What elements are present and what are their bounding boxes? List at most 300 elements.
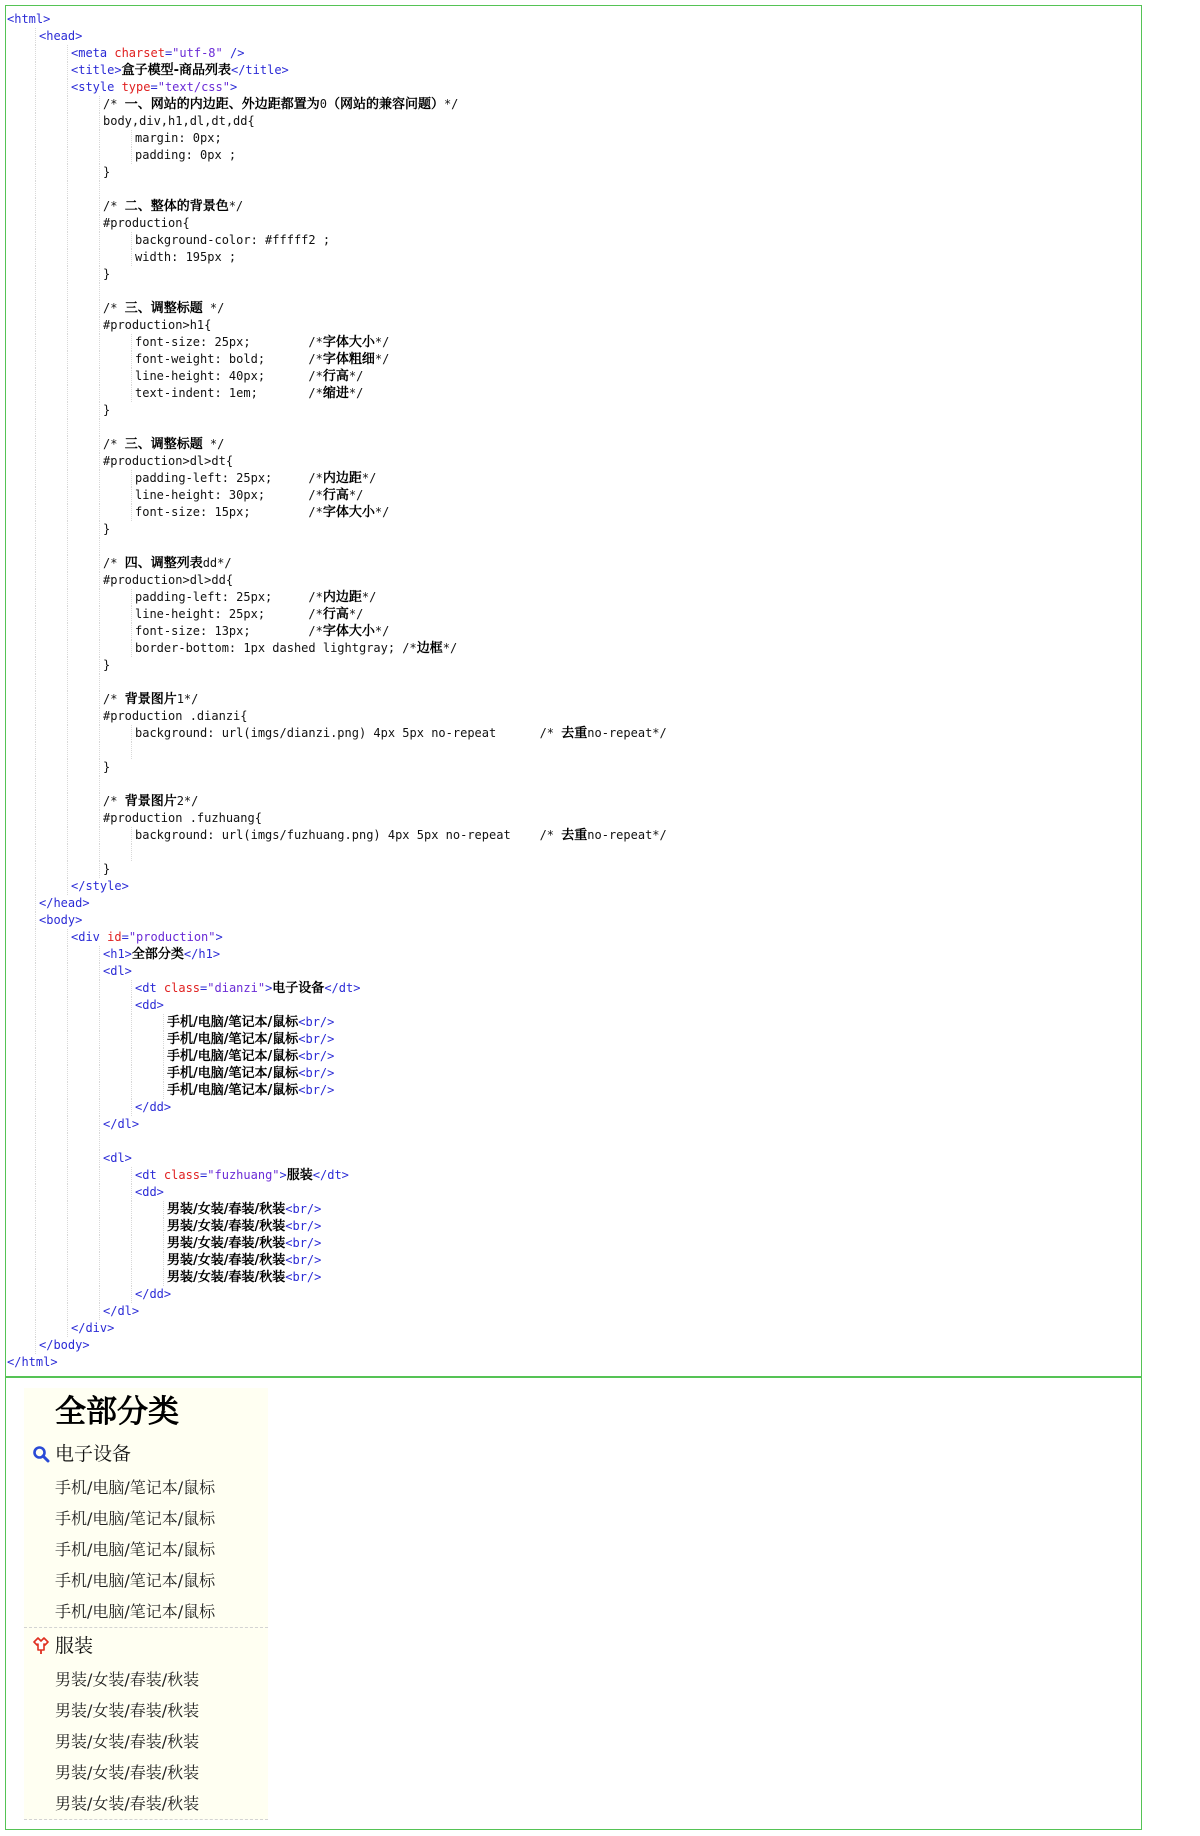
code-token: 手机/电脑/笔记本/鼠标 [167,1015,299,1030]
code-line-content [135,147,236,164]
indent-guide [99,96,100,113]
list-item: 手机/电脑/笔记本/鼠标 [55,1540,216,1559]
indent-guide [35,1320,36,1337]
code-line [6,147,1141,164]
code-token: 2*/ [176,794,199,808]
code-token: 字体大小 [322,624,375,639]
code-line [6,96,1141,113]
indent-guide [99,521,100,538]
indent-guide [67,1150,68,1167]
code-line-content [135,385,363,402]
code-token: 去重 [561,828,588,843]
indent-guide [35,402,36,419]
code-token: （网站的兼容问题） [326,97,444,112]
code-line [6,436,1141,453]
category-header-clothing [24,1628,268,1664]
indent-guide [67,1286,68,1303]
code-line-content [167,1065,334,1082]
indent-guide [35,1252,36,1269]
product-category-box [24,1388,268,1820]
indent-guide [35,436,36,453]
indent-guide [99,113,100,130]
indent-guide [67,1252,68,1269]
indent-guide [131,1201,132,1218]
indent-guide [35,589,36,606]
code-line [6,487,1141,504]
code-line-content [135,351,389,368]
indent-guide [67,487,68,504]
code-token: 缩进 [322,386,349,401]
indent-guide [35,300,36,317]
indent-guide [35,504,36,521]
category-items-clothing [24,1664,268,1820]
code-token: padding-left: 25px; /* [135,590,323,604]
indent-guide [35,776,36,793]
category-name: 服装 [55,1635,94,1657]
code-line-content [135,1184,164,1201]
indent-guide [131,1269,132,1286]
indent-guide [99,1116,100,1133]
code-line-content [167,1252,321,1269]
code-token: 0 [319,97,327,111]
code-token: = [164,46,173,60]
indent-guide [67,555,68,572]
code-token: dd*/ [202,556,232,570]
code-line [6,402,1141,419]
code-token: font-size: 13px; /* [135,624,323,638]
indent-guide [131,130,132,147]
code-token: <br/> [298,1032,335,1046]
indent-guide [163,1014,164,1031]
indent-guide [35,266,36,283]
code-line-content [39,1337,90,1354]
indent-guide [131,487,132,504]
code-token: </html> [7,1355,58,1369]
code-line [6,759,1141,776]
code-line-content [103,946,220,963]
code-token: 内边距 [322,590,362,605]
code-token: width: 195px ; [135,250,237,264]
indent-guide [99,640,100,657]
code-token: */ [361,590,377,604]
indent-guide [35,79,36,96]
indent-guide [35,623,36,640]
indent-guide [99,657,100,674]
indent-guide [67,1269,68,1286]
code-line-content [103,759,110,776]
indent-guide [35,538,36,555]
code-line [6,1150,1141,1167]
indent-guide [67,453,68,470]
code-token: </style> [71,879,129,893]
code-line [6,1116,1141,1133]
indent-guide [99,1133,100,1150]
code-line [6,1286,1141,1303]
code-editor-panel [5,5,1142,1377]
indent-guide [67,147,68,164]
code-line-content [39,912,82,929]
code-line-content [167,1235,321,1252]
code-token: <dd> [135,998,164,1012]
code-line-content [135,606,363,623]
indent-guide [67,62,68,79]
indent-guide [67,1048,68,1065]
list-item: 男装/女装/春装/秋装 [55,1701,200,1720]
code-token: 二、整体的背景色 [124,199,229,214]
code-line [6,589,1141,606]
indent-guide [35,368,36,385]
indent-guide [67,708,68,725]
indent-guide [35,45,36,62]
indent-guide [35,385,36,402]
indent-guide [99,198,100,215]
indent-guide [131,1031,132,1048]
code-line [6,1048,1141,1065]
code-line [6,45,1141,62]
indent-guide [35,912,36,929]
code-token: class [163,1168,201,1182]
code-line-content [103,317,211,334]
indent-guide [131,385,132,402]
indent-guide [67,929,68,946]
indent-guide [67,1031,68,1048]
indent-guide [99,810,100,827]
code-token: 三、调整标题 [124,301,203,316]
category-title: 全部分类 [55,1394,179,1430]
indent-guide [99,606,100,623]
code-line [6,453,1141,470]
code-line [6,385,1141,402]
indent-guide [99,436,100,453]
code-line-content [71,79,237,96]
code-token: </h1> [183,947,221,961]
code-line-content [135,827,667,844]
indent-guide [99,980,100,997]
indent-guide [67,266,68,283]
code-token: font-weight: bold; /* [135,352,323,366]
code-token: 行高 [322,369,349,384]
indent-guide [99,963,100,980]
indent-guide [35,1184,36,1201]
code-line-content [135,640,457,657]
code-line [6,1167,1141,1184]
code-line-content [71,62,289,79]
indent-guide [67,130,68,147]
code-token: > [279,1168,287,1182]
code-token: #production>dl>dt{ [103,454,234,468]
code-token: type [121,80,151,94]
code-line-content [7,1354,58,1371]
code-line [6,232,1141,249]
indent-guide [67,793,68,810]
code-token: 1*/ [176,692,199,706]
indent-guide [67,997,68,1014]
indent-guide [163,1031,164,1048]
code-line-content [135,725,667,742]
code-line [6,1201,1141,1218]
code-token: */ [202,301,225,315]
indent-guide [99,368,100,385]
indent-guide [67,1303,68,1320]
code-token: charset [114,46,165,60]
code-line-content [135,487,363,504]
code-line [6,1133,1141,1150]
list-item: 手机/电脑/笔记本/鼠标 [55,1478,216,1497]
indent-guide [35,1048,36,1065]
indent-guide [99,351,100,368]
code-token: = [200,981,208,995]
indent-guide [35,742,36,759]
code-line-content [39,895,90,912]
code-token: 背景图片 [124,692,177,707]
code-token: <meta [71,46,115,60]
indent-guide [35,725,36,742]
code-token: */ [202,437,225,451]
indent-guide [99,1303,100,1320]
code-token: <br/> [285,1253,322,1267]
code-line [6,419,1141,436]
code-token: } [103,165,111,179]
indent-guide [35,521,36,538]
code-token: </div> [71,1321,115,1335]
indent-guide [99,453,100,470]
indent-guide [99,861,100,878]
indent-guide [35,827,36,844]
indent-guide [35,1150,36,1167]
code-line-content [135,504,389,521]
code-token: */ [442,641,458,655]
indent-guide [67,861,68,878]
indent-guide [131,742,132,759]
code-token: </dd> [135,1100,172,1114]
indent-guide [67,1099,68,1116]
indent-guide [99,300,100,317]
indent-guide [99,1167,100,1184]
code-token: */ [374,624,390,638]
indent-guide [35,181,36,198]
indent-guide [35,929,36,946]
indent-guide [67,215,68,232]
indent-guide [35,895,36,912]
indent-guide [35,1235,36,1252]
code-line [6,1354,1141,1371]
code-token: <br/> [298,1049,335,1063]
indent-guide [99,708,100,725]
code-line [6,11,1141,28]
code-line-content [103,793,198,810]
indent-guide [35,640,36,657]
indent-guide [67,657,68,674]
code-token: > [265,981,273,995]
code-token: 服装 [286,1168,313,1183]
code-token: 手机/电脑/笔记本/鼠标 [167,1066,299,1081]
code-token: /* [103,437,125,451]
code-token: 字体大小 [322,505,375,520]
code-line [6,1014,1141,1031]
indent-guide [99,130,100,147]
indent-guide [35,334,36,351]
indent-guide [35,1014,36,1031]
code-line [6,521,1141,538]
indent-guide [67,249,68,266]
code-token: 边框 [416,641,443,656]
code-line-content [135,589,376,606]
indent-guide [67,1201,68,1218]
code-line [6,793,1141,810]
code-token: <br/> [285,1270,322,1284]
indent-guide [131,640,132,657]
indent-guide [99,334,100,351]
code-token: 盒子模型-商品列表 [121,63,231,78]
code-line [6,538,1141,555]
indent-guide [131,1252,132,1269]
indent-guide [99,674,100,691]
list-item: 手机/电脑/笔记本/鼠标 [55,1509,216,1528]
code-line [6,1031,1141,1048]
code-token: <br/> [298,1066,335,1080]
code-token: } [103,862,111,876]
code-line [6,980,1141,997]
code-token: 三、调整标题 [124,437,203,452]
indent-guide [35,1133,36,1150]
indent-guide [99,419,100,436]
indent-guide [67,334,68,351]
code-line-content [167,1048,334,1065]
indent-guide [131,1218,132,1235]
indent-guide [35,657,36,674]
category-group-clothing [24,1628,268,1820]
indent-guide [67,1133,68,1150]
code-line [6,861,1141,878]
indent-guide [67,368,68,385]
indent-guide [35,249,36,266]
indent-guide [35,572,36,589]
code-line [6,113,1141,130]
code-line [6,674,1141,691]
code-token: 背景图片 [124,794,177,809]
code-token: <dd> [135,1185,164,1199]
code-token: 手机/电脑/笔记本/鼠标 [167,1049,299,1064]
preview-panel [5,1377,1142,1830]
indent-guide [67,640,68,657]
indent-guide [163,1048,164,1065]
code-line-content [103,1116,139,1133]
code-token: <br/> [285,1219,322,1233]
code-token: 男装/女装/春装/秋装 [167,1202,286,1217]
indent-guide [131,147,132,164]
code-token: no-repeat*/ [587,726,667,740]
code-line [6,249,1141,266]
indent-guide [67,113,68,130]
category-name: 电子设备 [55,1443,132,1465]
indent-guide [67,572,68,589]
indent-guide [99,147,100,164]
code-token: <dt [135,1168,164,1182]
indent-guide [99,827,100,844]
code-line-content [103,572,233,589]
list-item: 手机/电脑/笔记本/鼠标 [55,1602,216,1621]
indent-guide [99,1252,100,1269]
code-token: 四、调整列表 [124,556,203,571]
indent-guide [99,215,100,232]
code-token: <head> [39,29,83,43]
code-line [6,1082,1141,1099]
code-token: 男装/女装/春装/秋装 [167,1253,286,1268]
indent-guide [99,759,100,776]
code-token: background-color: #fffff2 ; [135,233,331,247]
indent-guide [35,878,36,895]
indent-guide [35,487,36,504]
indent-guide [67,317,68,334]
indent-guide [131,844,132,861]
list-item: 男装/女装/春装/秋装 [55,1670,200,1689]
code-token: */ [348,369,364,383]
indent-guide [35,1337,36,1354]
category-header-electronics [24,1436,268,1472]
code-token: = [200,1168,208,1182]
indent-guide [67,589,68,606]
indent-guide [67,1218,68,1235]
code-line-content [103,657,110,674]
list-item: 男装/女装/春装/秋装 [55,1732,200,1751]
code-line-content [103,266,110,283]
code-token: */ [361,471,377,485]
indent-guide [99,1014,100,1031]
code-token: background: url(imgs/dianzi.png) 4px 5px no-repeat /* [135,726,562,740]
code-line [6,742,1141,759]
indent-guide [35,810,36,827]
code-token: text-indent: 1em; /* [135,386,323,400]
code-line [6,708,1141,725]
code-token: <br/> [285,1202,322,1216]
code-token: <dl> [103,1151,132,1165]
list-item: 男装/女装/春装/秋装 [55,1763,200,1782]
indent-guide [35,130,36,147]
code-line [6,572,1141,589]
indent-guide [99,1235,100,1252]
code-token: </body> [39,1338,90,1352]
code-line-content [103,555,232,572]
code-token: <div [71,930,108,944]
indent-guide [67,980,68,997]
code-token: <title> [71,63,122,77]
code-line [6,555,1141,572]
indent-guide [99,997,100,1014]
code-token: body,div,h1,dl,dt,dd{ [103,114,255,128]
code-line [6,1218,1141,1235]
code-line-content [135,1167,349,1184]
code-line-content [135,232,330,249]
code-token: "utf-8" [172,46,223,60]
list-item: 手机/电脑/笔记本/鼠标 [55,1571,216,1590]
code-line [6,317,1141,334]
indent-guide [99,1099,100,1116]
code-line [6,1099,1141,1116]
indent-guide [99,844,100,861]
code-token: 手机/电脑/笔记本/鼠标 [167,1032,299,1047]
indent-guide [35,1269,36,1286]
code-line [6,504,1141,521]
code-line [6,878,1141,895]
code-line [6,1065,1141,1082]
code-token: = [150,80,158,94]
code-line-content [103,521,110,538]
code-line-content [135,368,363,385]
indent-guide [99,589,100,606]
code-token: <br/> [298,1083,335,1097]
indent-guide [163,1218,164,1235]
code-token: #production{ [103,216,190,230]
